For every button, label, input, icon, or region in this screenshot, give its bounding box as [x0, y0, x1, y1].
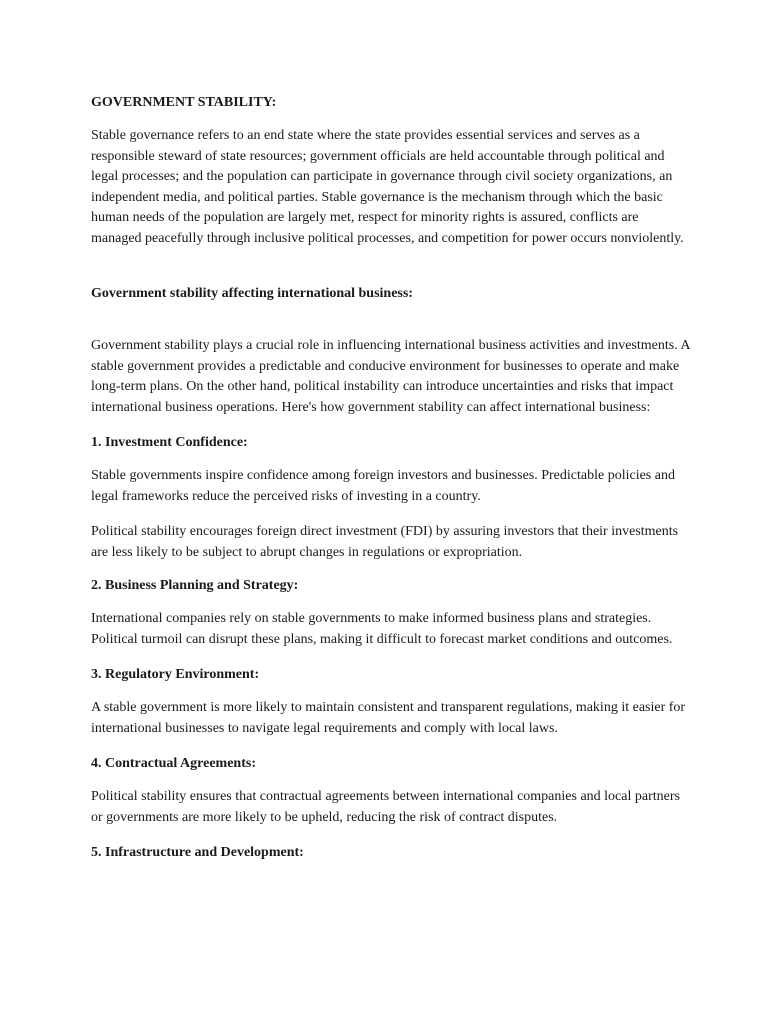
section-heading-investment-confidence: 1. Investment Confidence: — [91, 435, 248, 450]
section-subtitle: Government stability affecting international business: — [91, 286, 413, 301]
subtitle-paragraph: Government stability plays a crucial role in influencing international business activities and investments. A stable government provides a predictable and conducive environment for businesses to operate and make long-term plans. On the other hand, political instability can introduce uncertainties and risks that impact international business operations. Here's how government stability can affect international business: — [91, 338, 690, 415]
section-heading-contractual-agreements: 4. Contractual Agreements: — [91, 756, 256, 771]
contractual-agreements-paragraph: Political stability ensures that contractual agreements between international companies and local partners or governments are more likely to be upheld, reducing the risk of contract disputes. — [91, 789, 680, 825]
page-title: GOVERNMENT STABILITY: — [91, 95, 277, 110]
document-body — [91, 93, 691, 876]
section-heading-regulatory-environment: 3. Regulatory Environment: — [91, 667, 260, 682]
section-heading-business-planning: 2. Business Planning and Strategy: — [91, 578, 299, 593]
business-planning-paragraph: International companies rely on stable governments to make informed business plans and strategies. Political turmoil can disrupt these plans, making it difficult to forecast market conditions and outcomes. — [91, 611, 673, 647]
regulatory-environment-paragraph: A stable government is more likely to maintain consistent and transparent regulations, making it easier for international businesses to navigate legal requirements and comply with local laws. — [91, 700, 686, 736]
investment-confidence-paragraph-1: Stable governments inspire confidence among foreign investors and businesses. Predictable policies and legal frameworks reduce the perceived risks of investing in a country. — [91, 468, 675, 504]
investment-confidence-paragraph-2: Political stability encourages foreign direct investment (FDI) by assuring investors that their investments are less likely to be subject to abrupt changes in regulations or expropriation. — [91, 524, 679, 560]
intro-paragraph: Stable governance refers to an end state where the state provides essential services and serves as a responsible steward of state resources; government officials are held accountable through political and legal processes; and the population can participate in governance through civil society organizations, an independent media, and political parties. Stable governance is the mechanism through which the basic human needs of the population are largely met, respect for minority rights is assured, conflicts are managed peacefully through inclusive political processes, and competition for power occurs nonviolently. — [91, 128, 684, 246]
section-heading-infrastructure: 5. Infrastructure and Development: — [91, 845, 304, 860]
